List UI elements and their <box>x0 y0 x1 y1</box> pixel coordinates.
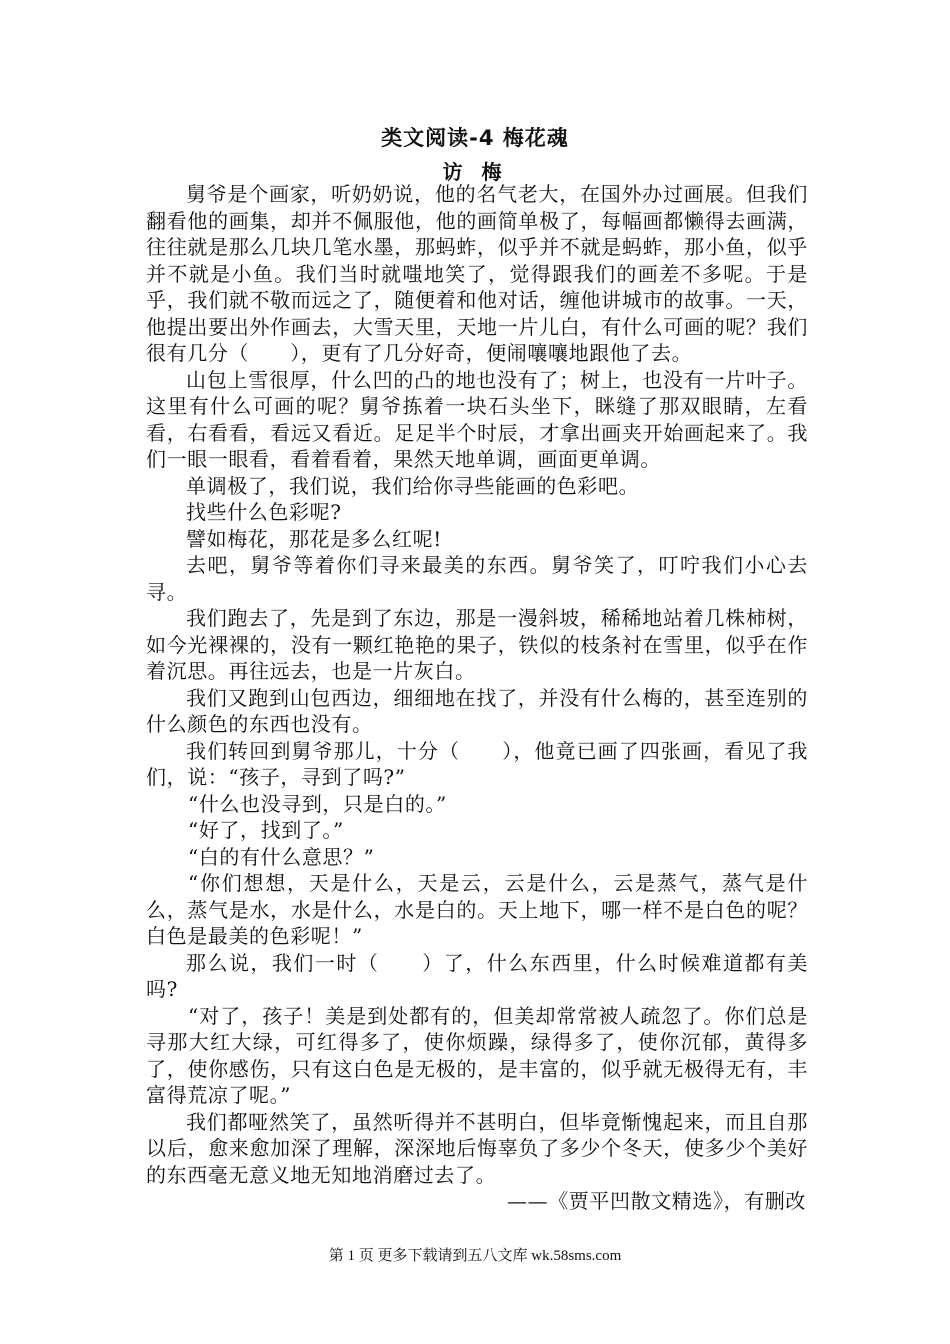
paragraph: “什么也没寻到，只是白的。” <box>188 791 447 816</box>
paragraph: 我们转回到舅爷那儿，十分（ ），他竟已画了四张画，看见了我们，说：“孩子，寻到了吗?” <box>146 738 808 789</box>
paragraph: 我们又跑到山包西边，细细地在找了，并没有什么梅的，甚至连别的什么颜色的东西也没有。 <box>146 685 808 736</box>
paragraph: “好了，找到了。” <box>188 818 344 842</box>
source-attribution: ——《贾平凹散文精选》，有删改 <box>507 1189 806 1213</box>
paragraph: 单调极了，我们说，我们给你寻些能画的色彩吧。 <box>186 473 640 498</box>
paragraph: 舅爷是个画家，听奶奶说，他的名气老大，在国外办过画展。但我们翻看他的画集，却并不佩服他，他的画简单极了，每幅画都懒得去画满，往往就是那么几块几笔水墨，那蚂蚱，似乎并不就是蚂蚱，那小鱼，似乎并不就是小鱼。我们当时就嗤地笑了，觉得跟我们的画差不多呢。于是乎，我们就不敬而远之了，随便着和他对话，缠他讲城市的故事。一天，他提出要出外作画去，大雪天里，天地一片儿白，有什么可画的呢？我们很有几分（ ），更有了几分好奇，便闹嚷嚷地跟他了去。 <box>146 182 808 365</box>
paragraph: “你们想想，天是什么，天是云，云是什么，云是蒸气，蒸气是什么，蒸气是水，水是什么，水是白的。天上地下，哪一样不是白色的呢？白色是最美的色彩呢！” <box>146 871 808 948</box>
paragraph: 山包上雪很厚，什么凹的凸的地也没有了；树上，也没有一片叶子。这里有什么可画的呢？舅爷拣着一块石头坐下，眯缝了那双眼睛，左看看，右看看，看远又看近。足足半个时辰，才拿出画夹开始画起来了。我们一眼一眼看，看着看着，果然天地单调，画面更单调。 <box>146 367 808 471</box>
paragraph: 找些什么色彩呢? <box>186 500 342 524</box>
paragraph: “白的有什么意思？” <box>188 844 375 869</box>
paragraph: 譬如梅花，那花是多么红呢! <box>186 526 442 551</box>
page-footer: 第 1 页 更多下载请到五八文库 wk.58sms.com <box>328 1248 622 1264</box>
article-body <box>146 181 808 1215</box>
paragraph: 我们跑去了，先是到了东边，那是一漫斜坡，稀稀地站着几株柿树，如今光裸裸的，没有一颗红艳艳的果子，铁似的枝条衬在雪里，似乎在作着沉思。再往远去，也是一片灰白。 <box>146 606 808 683</box>
paragraph: 那么说，我们一时（ ）了，什么东西里，什么时候难道都有美吗? <box>146 950 808 1001</box>
paragraph: 我们都哑然笑了，虽然听得并不甚明白，但毕竟惭愧起来，而且自那以后，愈来愈加深了理解，深深地后悔辜负了多少个冬天，使多少个美好的东西毫无意义地无知地消磨过去了。 <box>146 1109 808 1187</box>
paragraph: 去吧，舅爷等着你们寻来最美的东西。舅爷笑了，叮咛我们小心去寻。 <box>146 553 808 604</box>
section-title: 访 梅 <box>442 160 508 184</box>
paragraph: “对了，孩子！美是到处都有的，但美却常常被人疏忽了。你们总是寻那大红大绿，可红得多了，使你烦躁，绿得多了，使你沉郁，黄得多了，使你感伤，只有这白色是无极的，是丰富的，似乎就无极得无有，丰富得荒凉了呢。” <box>146 1003 808 1107</box>
document-title: 类文阅读-4 梅花魂 <box>381 126 569 150</box>
